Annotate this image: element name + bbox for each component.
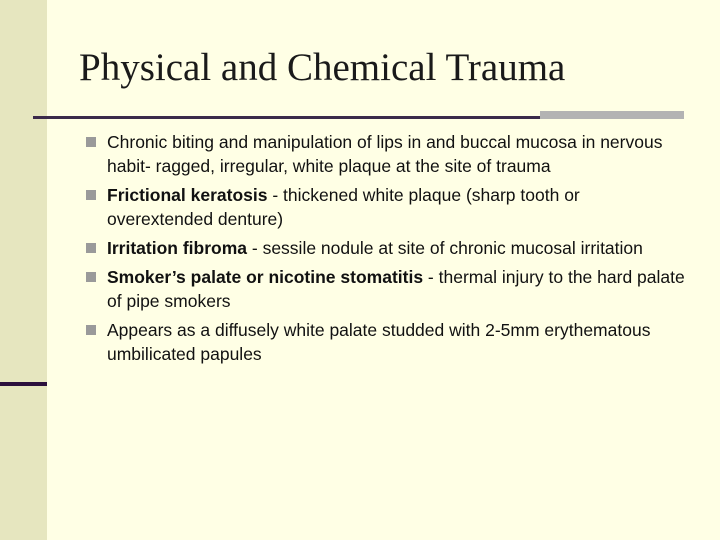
bullet-bold-term: Irritation fibroma [107,238,248,258]
bullet-bold-term: Smoker’s palate or nicotine stomatitis [107,267,424,287]
bullet-list [86,130,686,371]
left-accent-bar [0,382,47,386]
bullet-item [86,265,686,313]
square-bullet-icon [86,137,96,147]
bullet-item [86,318,686,366]
bullet-text: Chronic biting and manipulation of lips in and buccal mucosa in nervous habit- ragged, irregular, white plaque at the site of trauma [107,132,663,176]
bullet-text: - thickened white plaque (sharp tooth or overextended denture) [107,185,580,229]
square-bullet-icon [86,190,96,200]
divider-accent [540,111,684,119]
bullet-bold-term: Frictional keratosis [107,185,268,205]
square-bullet-icon [86,243,96,253]
bullet-item [86,183,686,231]
bullet-text: - sessile nodule at site of chronic mucosal irritation [247,238,643,258]
square-bullet-icon [86,325,96,335]
bullet-text: Appears as a diffusely white palate studded with 2-5mm erythematous umbilicated papules [107,320,651,364]
slide-title: Physical and Chemical Trauma [79,46,566,89]
bullet-text: - thermal injury to the hard palate of pipe smokers [107,267,685,311]
left-decorative-band [0,0,47,540]
bullet-item [86,236,686,260]
square-bullet-icon [86,272,96,282]
bullet-item [86,130,686,178]
